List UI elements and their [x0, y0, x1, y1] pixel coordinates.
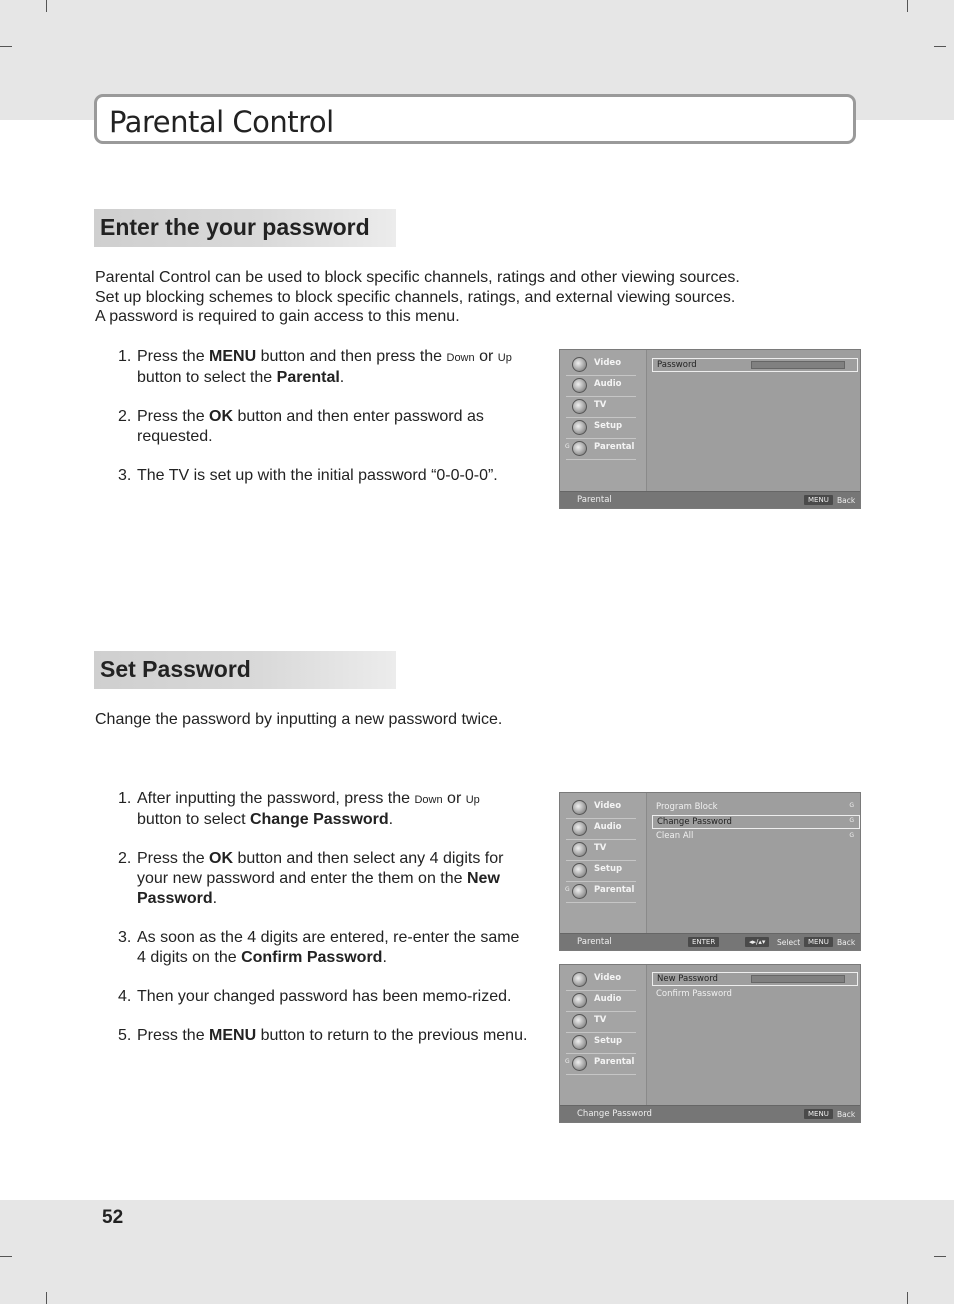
step-number: 5.: [118, 1027, 132, 1044]
step-text: .: [382, 949, 387, 966]
g-mark: G: [849, 817, 854, 824]
tv-menu-item-tv[interactable]: [566, 840, 636, 861]
intro-line: Parental Control can be used to block specific channels, ratings and other viewing sources.: [95, 269, 740, 286]
tv-menu-label: TV: [594, 1015, 607, 1025]
step-keyword: Change Password: [249, 811, 389, 828]
g-mark: G: [565, 886, 570, 893]
step-text: button to return to the previous menu.: [256, 1027, 528, 1044]
step-text: .: [212, 890, 218, 907]
menu-button[interactable]: MENU: [804, 495, 833, 505]
step-text: or: [474, 348, 498, 365]
video-icon: [572, 972, 587, 987]
tv-menu-item-video[interactable]: [566, 798, 636, 819]
back-label: Back: [837, 1110, 856, 1119]
step-item: [118, 928, 528, 968]
tv-content: [647, 350, 860, 492]
g-mark: G: [849, 832, 854, 839]
g-mark: G: [565, 443, 570, 450]
step-text: The TV is set up with the initial password “0-0-0-0”.: [137, 467, 498, 484]
step-text: Press the: [137, 408, 210, 425]
tv-menu-label: Setup: [594, 421, 623, 431]
step-text: button and then enter password as requested.: [137, 408, 484, 445]
audio-icon: [572, 378, 587, 393]
tv-icon: [572, 842, 587, 857]
field-label: Change Password: [657, 817, 732, 827]
step-keyword: Confirm Password: [241, 949, 383, 966]
step-keyword: OK: [209, 850, 234, 867]
crop-mark: [907, 0, 908, 12]
step-text: button and then select any 4 digits for your new password and enter the them on the: [137, 850, 504, 887]
step-text: Press the: [137, 348, 210, 365]
step-number: 4.: [118, 988, 132, 1005]
field-label: New Password: [657, 974, 718, 984]
setup-icon: [572, 863, 587, 878]
step-number: 2.: [118, 850, 132, 867]
tv-menu-item-audio[interactable]: [566, 819, 636, 840]
step-up-key: Up: [465, 794, 480, 806]
intro-line: Set up blocking schemes to block specific channels, ratings, and external viewing sources.: [95, 288, 736, 306]
tv-menu-item-setup[interactable]: [566, 1033, 636, 1054]
step-text: button to select: [137, 811, 250, 828]
step-text: As soon as the 4 digits are entered, re-enter the same 4 digits on the: [137, 929, 520, 966]
step-keyword: MENU: [209, 348, 257, 365]
tv-menu-label: Video: [594, 973, 622, 983]
parental-icon: [572, 884, 587, 899]
g-mark: G: [849, 802, 854, 809]
step-item: [118, 849, 528, 909]
option-program-block[interactable]: Program Block: [656, 802, 718, 812]
video-icon: [572, 800, 587, 815]
step-number: 3.: [118, 929, 132, 946]
step-text: Press the: [137, 1027, 210, 1044]
step-text: Then your changed password has been memo-rized.: [137, 988, 512, 1005]
step-text: button and then press the: [256, 348, 447, 365]
footer-title: Parental: [577, 495, 612, 505]
tv-menu-item-parental[interactable]: [566, 1054, 636, 1075]
tv-menu-label: Setup: [594, 1036, 623, 1046]
section1-steps: [118, 347, 528, 505]
tv-menu-label: Parental: [594, 885, 635, 895]
tv-screen-change-password: [559, 964, 861, 1123]
tv-menu-item-audio[interactable]: [566, 376, 636, 397]
page-title-box: [94, 94, 856, 144]
tv-content: [647, 965, 860, 1106]
tv-menu-item-setup[interactable]: [566, 418, 636, 439]
crop-mark: [907, 1292, 908, 1304]
tv-menu-item-setup[interactable]: [566, 861, 636, 882]
parental-icon: [572, 441, 587, 456]
tv-footer: [560, 933, 860, 950]
step-up-key: Up: [497, 352, 512, 364]
field-label: Password: [657, 360, 697, 370]
step-down-key: Down: [414, 794, 443, 806]
menu-button[interactable]: MENU: [804, 1109, 833, 1119]
step-number: 1.: [118, 790, 132, 807]
tv-screen-password: [559, 349, 861, 509]
step-number: 3.: [118, 467, 132, 484]
tv-screen-parental-menu: [559, 792, 861, 951]
step-text: Press the: [137, 850, 210, 867]
step-down-key: Down: [446, 352, 475, 364]
step-number: 2.: [118, 408, 132, 425]
setup-icon: [572, 420, 587, 435]
tv-content: [647, 793, 860, 934]
section-heading-text: Enter the your password: [100, 214, 370, 240]
password-field[interactable]: [652, 358, 858, 372]
step-item: [118, 466, 528, 486]
step-keyword: OK: [209, 408, 234, 425]
page-number: 52: [102, 1207, 124, 1228]
tv-icon: [572, 1014, 587, 1029]
crop-mark: [0, 1256, 12, 1257]
step-item: [118, 1026, 528, 1046]
step-item: [118, 987, 528, 1007]
crop-mark: [46, 0, 47, 12]
password-input-bar[interactable]: [751, 361, 845, 369]
back-label: Back: [837, 938, 856, 947]
section-heading-text: Set Password: [100, 656, 251, 682]
step-keyword: New Password: [137, 870, 500, 907]
tv-side-menu: [560, 965, 647, 1106]
crop-mark: [46, 1292, 47, 1304]
tv-menu-label: TV: [594, 843, 607, 853]
tv-side-menu: [560, 793, 647, 934]
intro-line: A password is required to gain access to this menu.: [95, 308, 460, 325]
section-heading-enter-password: [94, 209, 396, 247]
select-label: Select: [777, 938, 801, 947]
tv-menu-label: Audio: [594, 994, 622, 1004]
tv-footer: [560, 491, 860, 508]
step-keyword: Parental: [276, 369, 340, 386]
crop-mark: [0, 46, 12, 47]
page-title: Parental Control: [109, 105, 334, 139]
section2-intro: Change the password by inputting a new password twice.: [95, 711, 503, 728]
tv-menu-item-parental[interactable]: [566, 439, 636, 460]
tv-menu-label: Parental: [594, 1057, 635, 1067]
tv-menu-item-video[interactable]: [566, 970, 636, 991]
step-text: .: [339, 369, 345, 386]
step-number: 1.: [118, 348, 132, 365]
tv-menu-label: Audio: [594, 379, 622, 389]
tv-icon: [572, 399, 587, 414]
step-text: .: [388, 811, 394, 828]
setup-icon: [572, 1035, 587, 1050]
tv-menu-item-video[interactable]: [566, 355, 636, 376]
step-item: [118, 347, 528, 388]
tv-footer: [560, 1105, 860, 1122]
step-item: [118, 789, 528, 830]
step-text: After inputting the password, press the: [137, 790, 415, 807]
footer-title: Change Password: [577, 1109, 652, 1119]
tv-menu-item-tv[interactable]: [566, 1012, 636, 1033]
tv-menu-label: Setup: [594, 864, 623, 874]
crop-mark: [934, 46, 946, 47]
tv-menu-label: Video: [594, 801, 622, 811]
section1-intro: [95, 268, 740, 327]
step-text: button to select the: [137, 369, 277, 386]
confirm-password-option[interactable]: Confirm Password: [656, 989, 732, 999]
tv-side-menu: [560, 350, 647, 492]
back-label: Back: [837, 496, 856, 505]
video-icon: [572, 357, 587, 372]
footer-title: Parental: [577, 937, 612, 947]
tv-menu-label: TV: [594, 400, 607, 410]
tv-menu-item-tv[interactable]: [566, 397, 636, 418]
enter-button[interactable]: ENTER: [688, 937, 719, 947]
tv-menu-label: Audio: [594, 822, 622, 832]
option-change-password[interactable]: [652, 815, 860, 829]
parental-icon: [572, 1056, 587, 1071]
tv-menu-item-audio[interactable]: [566, 991, 636, 1012]
new-password-input-bar[interactable]: [751, 975, 845, 983]
footer-band: [0, 1200, 954, 1304]
step-item: [118, 407, 528, 447]
audio-icon: [572, 821, 587, 836]
section2-steps: [118, 789, 528, 1065]
arrow-keys-icon[interactable]: ◂▸/▴▾: [745, 937, 769, 947]
audio-icon: [572, 993, 587, 1008]
section-heading-set-password: [94, 651, 396, 689]
step-text: or: [442, 790, 466, 807]
option-clean-all[interactable]: Clean All: [656, 831, 694, 841]
tv-menu-label: Video: [594, 358, 622, 368]
new-password-field[interactable]: [652, 972, 858, 986]
menu-button[interactable]: MENU: [804, 937, 833, 947]
step-keyword: MENU: [209, 1027, 257, 1044]
g-mark: G: [565, 1058, 570, 1065]
crop-mark: [934, 1256, 946, 1257]
tv-menu-label: Parental: [594, 442, 635, 452]
tv-menu-item-parental[interactable]: [566, 882, 636, 903]
